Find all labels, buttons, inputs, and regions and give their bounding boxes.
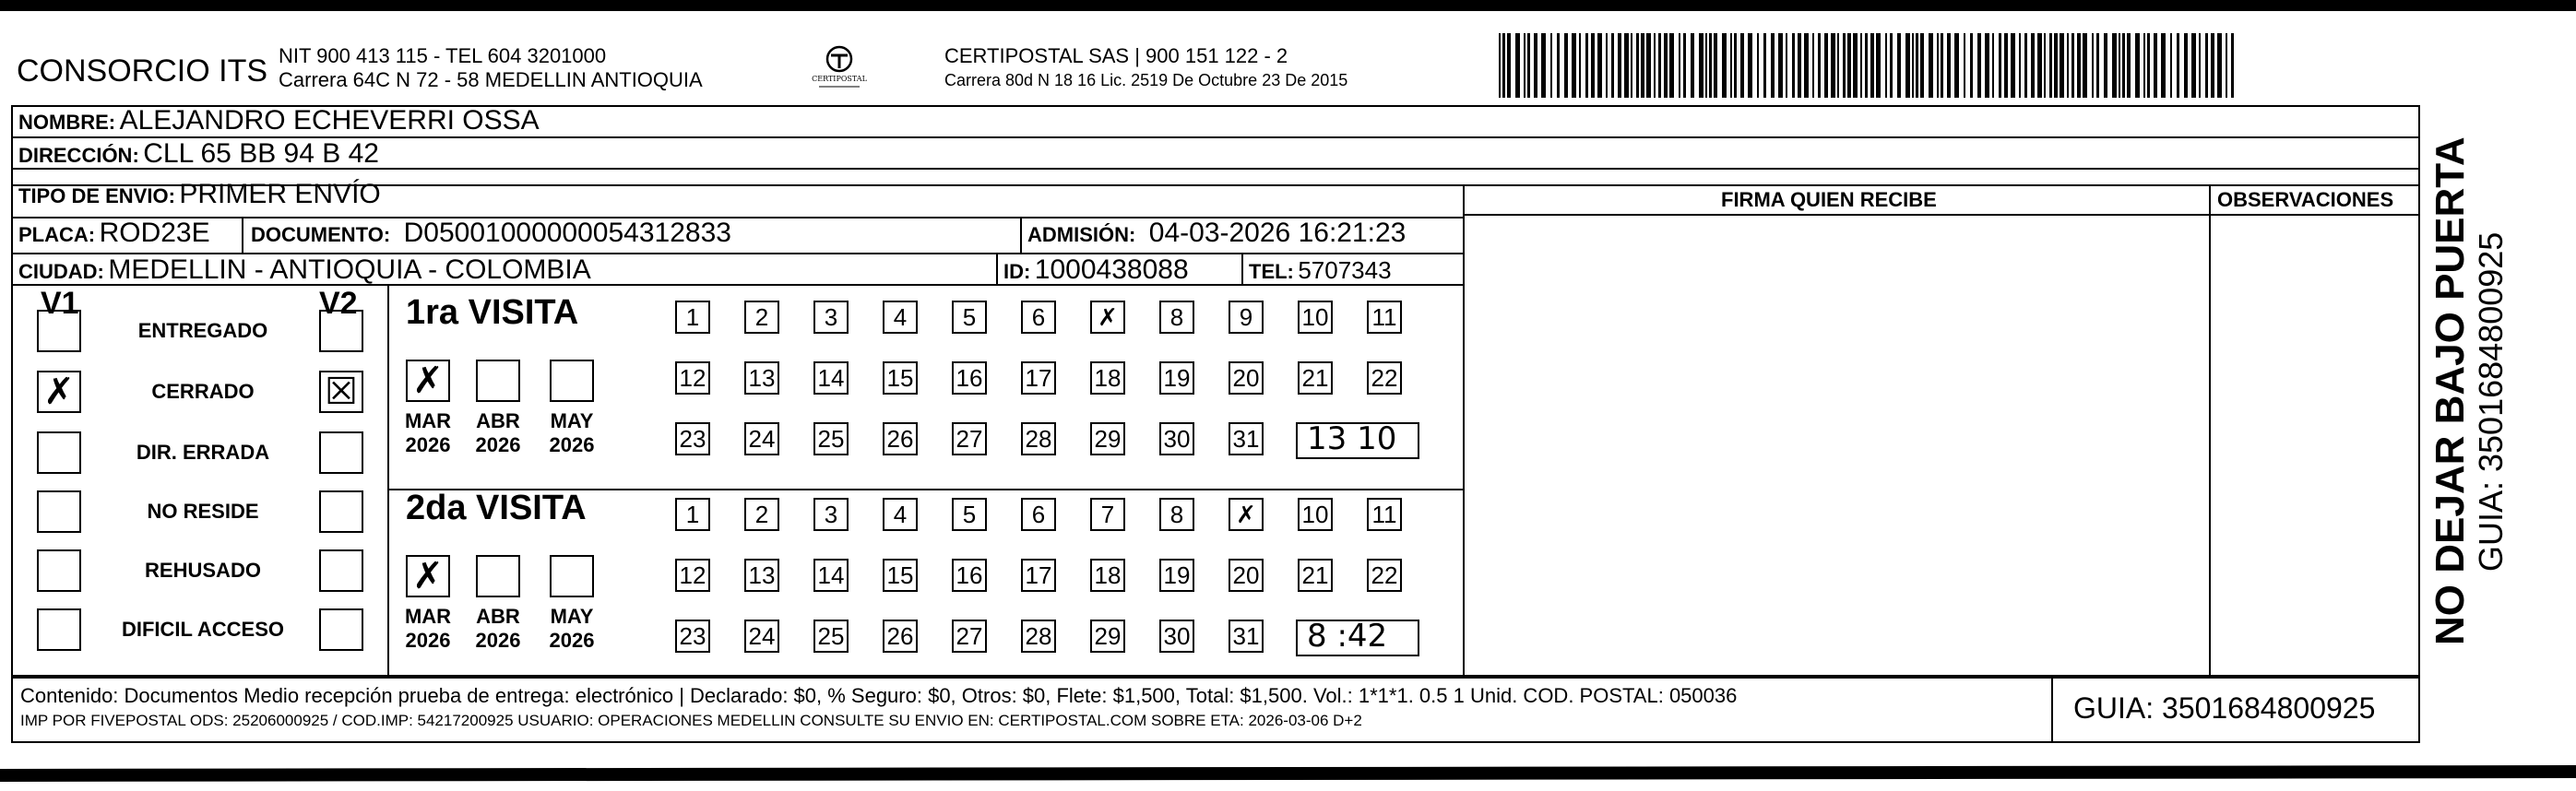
barcode-bar — [1999, 33, 2001, 98]
v2-label: V2 — [319, 286, 358, 321]
barcode-bar — [1606, 33, 1608, 98]
day-box[interactable]: 21 — [1298, 361, 1333, 395]
barcode-bar — [2205, 33, 2208, 98]
day-box[interactable]: 4 — [883, 498, 918, 531]
barcode-bar — [2231, 33, 2234, 98]
admision-value: 04-03-2026 16:21:23 — [1148, 218, 1407, 248]
v1-status-checkbox[interactable] — [37, 490, 81, 533]
tel-value: 5707343 — [1298, 256, 1392, 284]
barcode-bar — [2019, 33, 2021, 98]
barcode-bar — [1763, 33, 1766, 98]
day-box[interactable]: 10 — [1298, 498, 1333, 531]
barcode-bar — [1929, 33, 1933, 98]
day-box[interactable]: 1 — [675, 301, 710, 334]
day-box[interactable]: 5 — [952, 498, 987, 531]
barcode-bar — [1709, 33, 1712, 98]
v2-status-checkbox[interactable]: ☒ — [319, 371, 363, 413]
barcode-bar — [2011, 33, 2015, 98]
day-box[interactable]: 28 — [1021, 620, 1056, 653]
barcode-bar — [1947, 33, 1951, 98]
barcode-bar — [1941, 33, 1943, 98]
barcode-bar — [2154, 33, 2157, 98]
day-box[interactable]: 8 — [1159, 498, 1194, 531]
direccion-label: DIRECCIÓN: — [18, 144, 139, 167]
barcode-bar — [1798, 33, 1801, 98]
day-box[interactable]: 29 — [1090, 422, 1125, 455]
day-box[interactable]: 6 — [1021, 301, 1056, 334]
day-box[interactable]: 30 — [1159, 422, 1194, 455]
day-box[interactable]: 7 — [1090, 498, 1125, 531]
month-label: MAY — [550, 409, 594, 432]
certipostal-license: Carrera 80d N 18 16 Lic. 2519 De Octubre 23 De 2015 — [944, 71, 1348, 89]
day-box[interactable]: 20 — [1229, 361, 1264, 395]
handwritten-time: 13 10 — [1307, 420, 1397, 457]
direccion-row — [18, 138, 379, 170]
company-name: CONSORCIO ITS — [17, 53, 268, 89]
barcode-bar — [1837, 33, 1839, 98]
day-box[interactable]: 24 — [744, 620, 779, 653]
barcode-bar — [1669, 33, 1674, 98]
day-box[interactable]: 22 — [1367, 361, 1402, 395]
v1-status-checkbox[interactable] — [37, 608, 81, 651]
barcode-bar — [2127, 33, 2131, 98]
documento-row — [251, 218, 731, 249]
barcode-bar — [1818, 33, 1821, 98]
day-box[interactable]: 2 — [744, 498, 779, 531]
year-label: 2026 — [405, 433, 451, 456]
barcode-bar — [1550, 33, 1552, 98]
barcode-bar — [2119, 33, 2120, 98]
day-box[interactable]: 14 — [813, 559, 849, 592]
id-value: 1000438088 — [1034, 254, 1189, 285]
day-box[interactable]: 21 — [1298, 559, 1333, 592]
v1-status-checkbox[interactable] — [37, 310, 81, 352]
barcode-bar — [1905, 33, 1910, 98]
direccion-value: CLL 65 BB 94 B 42 — [143, 138, 379, 169]
month-label: ABR — [476, 409, 520, 432]
barcode-bar — [1897, 33, 1901, 98]
day-box[interactable]: 6 — [1021, 498, 1056, 531]
barcode-bar — [2112, 33, 2117, 98]
barcode-bar — [1691, 33, 1694, 98]
day-box[interactable]: 4 — [883, 301, 918, 334]
admision-row — [1027, 218, 1406, 249]
barcode-bar — [1502, 33, 1505, 98]
day-box[interactable]: 23 — [675, 422, 710, 455]
barcode-bar — [1499, 33, 1501, 98]
day-box[interactable]: 20 — [1229, 559, 1264, 592]
barcode-bar — [1714, 33, 1717, 98]
barcode-bar — [2096, 33, 2099, 98]
barcode-bar — [1740, 33, 1744, 98]
barcode-bar — [1564, 33, 1568, 98]
barcode-bar — [2060, 33, 2064, 98]
barcode-bar — [1734, 33, 1737, 98]
observaciones-header: OBSERVACIONES — [2217, 188, 2394, 211]
company-address: Carrera 64C N 72 - 58 MEDELLIN ANTIOQUIA — [279, 68, 703, 91]
day-box[interactable]: 31 — [1229, 620, 1264, 653]
barcode-bar — [1631, 33, 1632, 98]
barcode-bar — [2024, 33, 2027, 98]
day-box[interactable]: 23 — [675, 620, 710, 653]
barcode-bar — [1646, 33, 1651, 98]
status-label: DIFICIL ACCESO — [121, 618, 284, 641]
month-label: MAR — [404, 605, 452, 628]
barcode-bar — [2067, 33, 2069, 98]
day-box[interactable]: 19 — [1159, 361, 1194, 395]
barcode-bar — [1730, 33, 1732, 98]
month-checkbox-mar[interactable]: ✗ — [406, 555, 450, 597]
barcode-bar — [2122, 33, 2125, 98]
barcode-bar — [2083, 33, 2087, 98]
barcode-bar — [1970, 33, 1973, 98]
barcode-bar — [2092, 33, 2094, 98]
barcode-bar — [1664, 33, 1668, 98]
day-box[interactable]: 25 — [813, 620, 849, 653]
barcode-bar — [1853, 33, 1858, 98]
barcode-bar — [2135, 33, 2140, 98]
status-label: REHUSADO — [145, 559, 261, 582]
barcode-bar — [2211, 33, 2214, 98]
barcode-bar — [1591, 33, 1595, 98]
tipo-label: TIPO DE ENVIO: — [18, 184, 175, 207]
barcode-bar — [2184, 33, 2188, 98]
barcode-bar — [1683, 33, 1686, 98]
barcode-bar — [1890, 33, 1893, 98]
day-box[interactable]: ✗ — [1229, 498, 1264, 531]
v2-status-checkbox[interactable] — [319, 431, 363, 474]
day-box[interactable]: 11 — [1367, 301, 1402, 334]
day-box[interactable]: 22 — [1367, 559, 1402, 592]
barcode-bar — [1524, 33, 1525, 98]
barcode-bar — [1572, 33, 1576, 98]
barcode-bar — [1705, 33, 1707, 98]
tipo-row — [18, 179, 381, 210]
barcode-bar — [2004, 33, 2008, 98]
v1-status-checkbox[interactable] — [37, 549, 81, 592]
logo-text: CERTIPOSTAL — [812, 75, 867, 83]
certipostal-logo — [812, 41, 867, 96]
day-box[interactable]: 16 — [952, 559, 987, 592]
barcode-bar — [2044, 33, 2046, 98]
barcode-bar — [1654, 33, 1656, 98]
barcode-bar — [1786, 33, 1787, 98]
month-checkbox-abr[interactable] — [476, 555, 520, 597]
barcode-bar — [1771, 33, 1775, 98]
day-box[interactable]: 5 — [952, 301, 987, 334]
id-label: ID: — [1003, 260, 1031, 283]
barcode-bar — [1585, 33, 1588, 98]
barcode-bar — [2170, 33, 2172, 98]
barcode-bar — [1748, 33, 1752, 98]
barcode-bar — [1541, 33, 1546, 98]
day-box[interactable]: 30 — [1159, 620, 1194, 653]
year-label: 2026 — [475, 629, 521, 652]
barcode-bar — [2147, 33, 2150, 98]
barcode-bar — [1870, 33, 1874, 98]
day-box[interactable]: 29 — [1090, 620, 1125, 653]
barcode-bar — [1507, 33, 1511, 98]
barcode-bar — [1876, 33, 1881, 98]
day-box[interactable]: 1 — [675, 498, 710, 531]
ciudad-value: MEDELLIN - ANTIOQUIA - COLOMBIA — [108, 254, 591, 285]
nombre-row — [18, 105, 540, 136]
barcode-bar — [1916, 33, 1918, 98]
documento-value: D05001000000054312833 — [403, 218, 731, 248]
day-box[interactable]: 28 — [1021, 422, 1056, 455]
barcode-bar — [2031, 33, 2035, 98]
barcode-bar — [1527, 33, 1530, 98]
v2-status-checkbox[interactable] — [319, 608, 363, 651]
barcode-bar — [2104, 33, 2107, 98]
month-label: MAY — [550, 605, 594, 628]
barcode-bar — [1699, 33, 1703, 98]
month-label: ABR — [476, 605, 520, 628]
barcode-bar — [1658, 33, 1661, 98]
barcode-bar — [1679, 33, 1680, 98]
year-label: 2026 — [405, 629, 451, 652]
day-box[interactable]: 18 — [1090, 361, 1125, 395]
day-box[interactable]: 13 — [744, 559, 779, 592]
barcode-bar — [2217, 33, 2222, 98]
day-box[interactable]: 15 — [883, 559, 918, 592]
day-box[interactable]: 27 — [952, 620, 987, 653]
v2-status-checkbox[interactable] — [319, 490, 363, 533]
barcode-bar — [2191, 33, 2196, 98]
day-box[interactable]: 16 — [952, 361, 987, 395]
barcode-bar — [2054, 33, 2058, 98]
day-box[interactable]: 14 — [813, 361, 849, 395]
barcode-bar — [1792, 33, 1795, 98]
barcode-bar — [1937, 33, 1939, 98]
month-checkbox-mar[interactable]: ✗ — [406, 360, 450, 402]
day-box[interactable]: 10 — [1298, 301, 1333, 334]
v1-label: V1 — [41, 286, 79, 321]
barcode-bar — [1860, 33, 1862, 98]
barcode-bar — [1641, 33, 1644, 98]
barcode-bar — [1977, 33, 1981, 98]
year-label: 2026 — [549, 433, 595, 456]
day-box[interactable]: 31 — [1229, 422, 1264, 455]
handwritten-time: 8 :42 — [1307, 618, 1388, 655]
documento-label: DOCUMENTO: — [251, 223, 391, 246]
tel-label: TEL: — [1249, 260, 1294, 283]
barcode-bar — [1624, 33, 1629, 98]
barcode-bar — [1618, 33, 1621, 98]
barcode-bar — [1954, 33, 1959, 98]
barcode-bar — [1722, 33, 1727, 98]
first-visit-title: 1ra VISITA — [406, 293, 579, 332]
month-label: MAR — [404, 409, 452, 432]
day-box[interactable]: 8 — [1159, 301, 1194, 334]
barcode-bar — [2143, 33, 2145, 98]
firma-header: FIRMA QUIEN RECIBE — [1721, 188, 1937, 211]
day-box[interactable]: 12 — [675, 361, 710, 395]
no-dejar-warning: NO DEJAR BAJO PUERTA — [2428, 136, 2473, 645]
year-label: 2026 — [549, 629, 595, 652]
certipostal-info: CERTIPOSTAL SAS | 900 151 122 - 2 — [944, 44, 1288, 67]
barcode-bar — [2199, 33, 2201, 98]
barcode-bar — [1824, 33, 1828, 98]
barcode-bar — [1912, 33, 1914, 98]
day-box[interactable]: 15 — [883, 361, 918, 395]
day-box[interactable]: 3 — [813, 498, 849, 531]
barcode-bar — [1611, 33, 1614, 98]
barcode-bar — [1804, 33, 1809, 98]
placa-label: PLACA: — [18, 223, 96, 246]
barcode-bar — [2037, 33, 2042, 98]
day-box[interactable]: 17 — [1021, 559, 1056, 592]
year-label: 2026 — [475, 433, 521, 456]
barcode-bar — [1579, 33, 1581, 98]
day-box[interactable]: 24 — [744, 422, 779, 455]
barcode-bar — [1812, 33, 1814, 98]
admision-label: ADMISIÓN: — [1027, 223, 1136, 246]
day-box[interactable]: 11 — [1367, 498, 1402, 531]
barcode-bar — [1831, 33, 1835, 98]
barcode-bar — [1557, 33, 1560, 98]
status-label: NO RESIDE — [147, 500, 259, 523]
nombre-value: ALEJANDRO ECHEVERRI OSSA — [119, 105, 540, 136]
side-guia: GUIA: 3501684800925 — [2472, 231, 2510, 572]
ciudad-row — [18, 254, 591, 286]
month-checkbox-may[interactable] — [550, 555, 594, 597]
barcode-bar — [1636, 33, 1639, 98]
v2-status-checkbox[interactable] — [319, 549, 363, 592]
imp-line: IMP POR FIVEPOSTAL ODS: 25206000925 / COD.IMP: 54217200925 USUARIO: OPERACIONES MEDELLIN CONSULTE SU ENVIO EN: CERTIPOSTAL.COM SOBRE ETA: 2026-03-06 D+2 — [20, 712, 1362, 729]
barcode-bar — [2049, 33, 2052, 98]
barcode-bar — [1885, 33, 1887, 98]
second-visit-title: 2da VISITA — [406, 489, 587, 527]
day-box[interactable]: 2 — [744, 301, 779, 334]
barcode-bar — [1534, 33, 1537, 98]
barcode-bar — [1757, 33, 1759, 98]
day-box[interactable]: 9 — [1229, 301, 1264, 334]
month-checkbox-abr[interactable] — [476, 360, 520, 402]
day-box[interactable]: ✗ — [1090, 301, 1125, 334]
barcode-bar — [1992, 33, 1994, 98]
day-box[interactable]: 17 — [1021, 361, 1056, 395]
status-label: ENTREGADO — [137, 319, 268, 342]
barcode-bar — [2177, 33, 2179, 98]
company-nit: NIT 900 413 115 - TEL 604 3201000 — [279, 44, 607, 67]
status-label: CERRADO — [151, 380, 255, 403]
month-checkbox-may[interactable] — [550, 360, 594, 402]
day-box[interactable]: 3 — [813, 301, 849, 334]
id-row — [1003, 254, 1189, 286]
placa-value: ROD23E — [99, 218, 210, 248]
day-box[interactable]: 26 — [883, 422, 918, 455]
barcode-bar — [1865, 33, 1868, 98]
barcode-bar — [1985, 33, 1989, 98]
v1-status-checkbox[interactable]: ✗ — [37, 371, 81, 413]
barcode-bar — [2071, 33, 2074, 98]
status-label: DIR. ERRADA — [136, 441, 270, 464]
top-border — [0, 0, 2576, 11]
day-box[interactable]: 18 — [1090, 559, 1125, 592]
barcode-bar — [1597, 33, 1602, 98]
barcode-bar — [1778, 33, 1783, 98]
day-box[interactable]: 25 — [813, 422, 849, 455]
day-box[interactable]: 13 — [744, 361, 779, 395]
barcode-bar — [1843, 33, 1846, 98]
v1-status-checkbox[interactable] — [37, 431, 81, 474]
barcode-bar — [1515, 33, 1520, 98]
v2-status-checkbox[interactable] — [319, 310, 363, 352]
guia-box-text: GUIA: 3501684800925 — [2073, 691, 2376, 725]
day-box[interactable]: 12 — [675, 559, 710, 592]
ciudad-label: CIUDAD: — [18, 260, 104, 283]
barcode-bar — [1847, 33, 1851, 98]
barcode-bar — [1964, 33, 1965, 98]
day-box[interactable]: 27 — [952, 422, 987, 455]
barcode-bar — [2077, 33, 2081, 98]
day-box[interactable]: 26 — [883, 620, 918, 653]
tel-row — [1249, 256, 1392, 285]
barcode-bar — [1920, 33, 1924, 98]
placa-row — [18, 218, 210, 249]
nombre-label: NOMBRE: — [18, 111, 116, 134]
bottom-border — [0, 765, 2576, 782]
contenido-line: Contenido: Documentos Medio recepción prueba de entrega: electrónico | Declarado: $0, % Seguro: $0, Otros: $0, Flete: $1,500, Total: $1,500. Vol.: 1*1*1. 0.5 1 Unid. COD. POSTAL: 050036 — [20, 684, 1738, 707]
tipo-value: PRIMER ENVÍO — [179, 179, 381, 209]
barcode — [1499, 33, 2237, 98]
barcode-bar — [2161, 33, 2166, 98]
barcode-bar — [2226, 33, 2227, 98]
day-box[interactable]: 19 — [1159, 559, 1194, 592]
